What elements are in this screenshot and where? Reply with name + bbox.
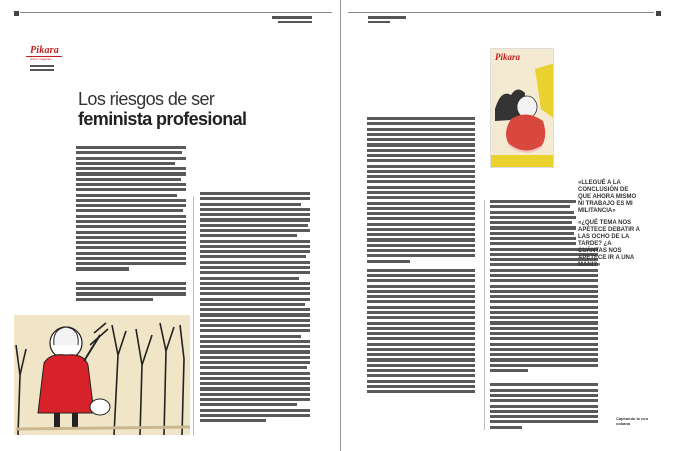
page-fold: [340, 0, 341, 451]
crop-mark-top-left: [14, 11, 19, 16]
left-running-head: [272, 16, 312, 19]
section-label: [30, 65, 54, 67]
crop-mark-top-right: [656, 11, 661, 16]
left-column-rule: [193, 196, 194, 436]
pull-quotes: [578, 180, 640, 274]
cover-svg: [491, 49, 554, 168]
left-column-2: [200, 192, 310, 424]
article-title: [78, 89, 318, 129]
hood-girl-illustration: [14, 315, 190, 435]
right-running-head-line: [348, 12, 654, 13]
left-running-head-line: [20, 12, 332, 13]
title-line-2: feminista profesional: [78, 109, 247, 129]
left-running-head-2: [278, 21, 312, 23]
logo-subtitle: online magazine: [30, 57, 52, 61]
right-running-head-2: [368, 21, 390, 23]
right-column-rule: [484, 200, 485, 430]
section-label-2: [30, 69, 54, 71]
hood-girl-svg: [14, 315, 190, 435]
left-column-1: [76, 146, 186, 303]
image-credit: Capeando la con cóbana: [616, 416, 649, 426]
magazine-logo: Pikara: [30, 45, 59, 56]
right-running-head: [368, 16, 406, 19]
magazine-cover-image: [490, 48, 554, 168]
title-line-1: Los riesgos de ser: [78, 89, 215, 109]
cover-title: Pikara: [495, 52, 521, 62]
pull-quote-2: «¿QUÉ TEMA NOS APETECE DEBATIR A LAS OCHO DE LA TARDE? ¿A CUÁNTAS NOS APETECE IR A UNA MANI?»: [578, 220, 640, 268]
right-column-1: [367, 117, 475, 395]
pull-quote-1: «LLEGUÉ A LA CONCLUSIÓN DE QUE AHORA MISMO NI TRABAJO ES MI MILITANCIA»: [578, 180, 637, 214]
